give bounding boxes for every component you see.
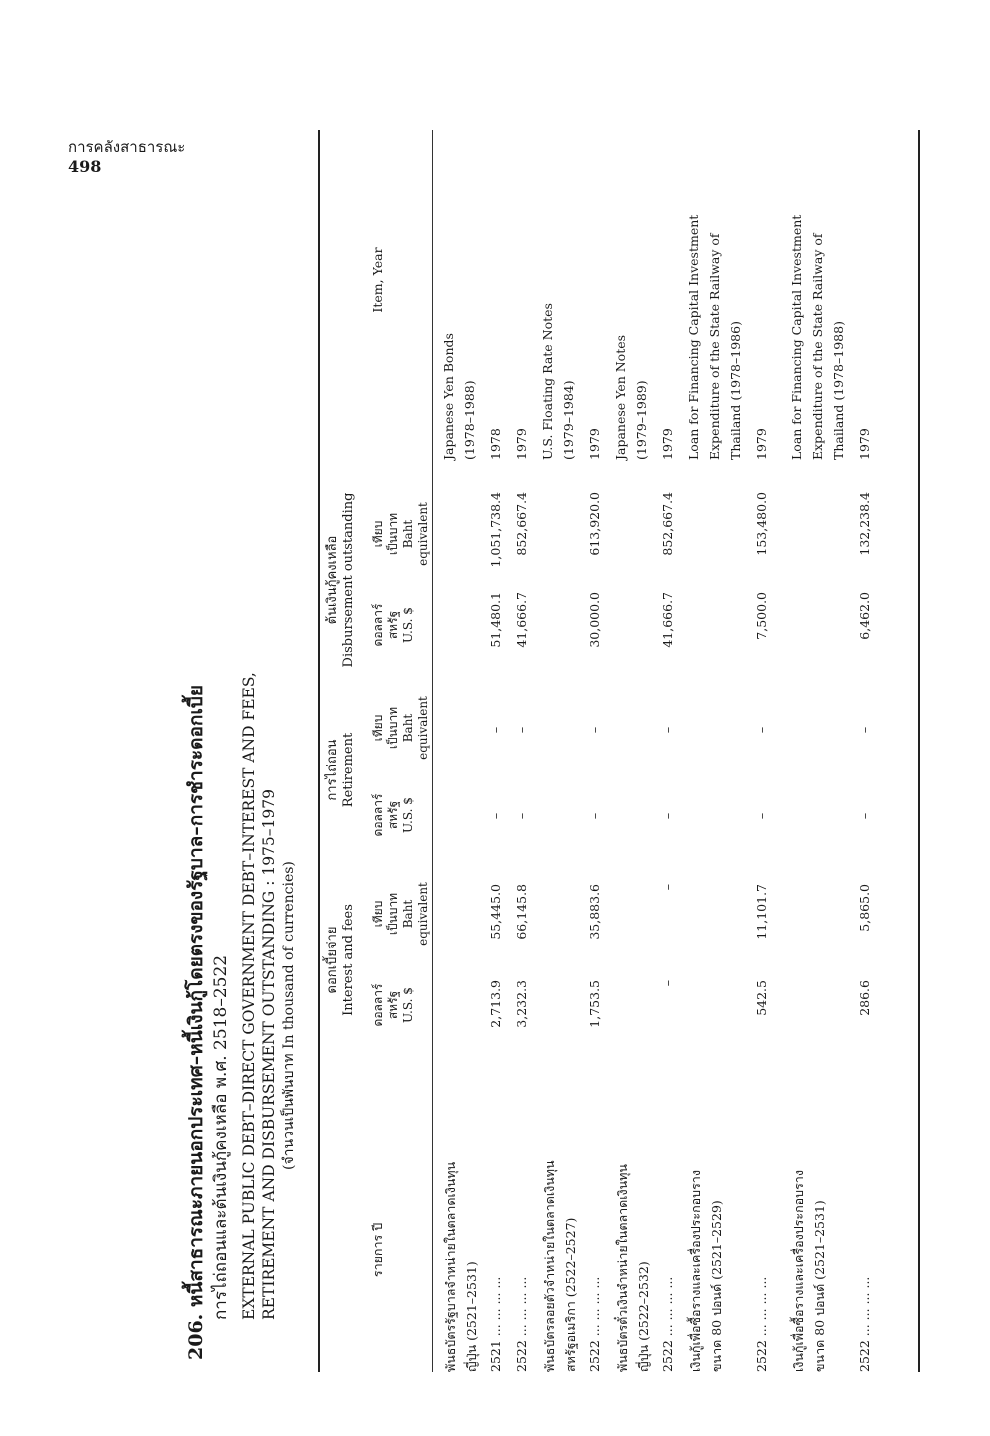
usd-th-2: สหรัฐ: [386, 800, 400, 830]
table-row: [789, 120, 811, 1380]
cell-interest-usd: 286.6: [857, 980, 872, 1016]
cell-outstanding-baht: 132,238.4: [857, 492, 872, 556]
subheader-baht-retirement: [371, 688, 431, 768]
usd-th-1: ดอลลาร์: [371, 983, 385, 1027]
table-row: [441, 120, 463, 1380]
cell-outstanding-usd: 41,666.7: [660, 592, 675, 648]
title-thai-line2: การไถ่ถอนและต้นเงินกู้คงเหลือ พ.ศ. 2518–2522: [211, 954, 231, 1320]
baht-en: Baht: [401, 899, 415, 929]
row-label-english: Thailand (1978–1986): [728, 321, 743, 460]
baht-th-2: เป็นบาท: [386, 706, 400, 750]
subheader-baht-outstanding: [371, 494, 431, 574]
row-label-thai: เงินกู้เพื่อซื้อรางและเครื่องประกอบราง: [688, 1170, 703, 1372]
cell-outstanding-usd: 6,462.0: [857, 592, 872, 640]
unit-note: (จำนวนเป็นพันบาท In thousand of currencies): [281, 861, 297, 1170]
baht-en: Baht: [401, 519, 415, 549]
baht-th-1: เทียบ: [371, 900, 385, 928]
cell-outstanding-usd: 30,000.0: [587, 592, 602, 648]
baht-en: Baht: [401, 713, 415, 743]
cell-interest-usd: 3,232.3: [514, 980, 529, 1028]
header-retirement-thai: การไถ่ถอน: [325, 739, 340, 801]
cell-retirement-usd: –: [514, 812, 529, 820]
row-label-english: Thailand (1978–1988): [831, 321, 846, 460]
header-retirement-english: Retirement: [341, 732, 356, 808]
row-label-thai: สหรัฐอเมริกา (2522–2527): [563, 1217, 578, 1372]
table-row: [810, 120, 832, 1380]
header-interest-thai: ดอกเบี้ยจ่าย: [325, 926, 340, 994]
cell-retirement-baht: –: [488, 726, 503, 734]
header-interest-english: Interest and fees: [341, 904, 356, 1016]
row-label-english: Japanese Yen Bonds: [441, 333, 456, 460]
cell-retirement-usd: –: [488, 812, 503, 820]
row-label-english: Japanese Yen Notes: [613, 334, 628, 460]
cell-retirement-usd: –: [587, 812, 602, 820]
cell-outstanding-usd: 7,500.0: [754, 592, 769, 640]
subheader-usd-outstanding: [371, 590, 416, 660]
row-label-english: U.S. Floating Rate Notes: [540, 303, 555, 460]
baht-th-2: เป็นบาท: [386, 512, 400, 556]
cell-retirement-baht: –: [660, 726, 675, 734]
table-row: [707, 120, 729, 1380]
row-label-thai: 2521 ... ... ... ...: [488, 1276, 503, 1372]
section-name: การคลังสาธารณะ: [68, 138, 186, 156]
cell-interest-baht: 35,883.6: [587, 884, 602, 940]
table-row: [857, 120, 879, 1380]
row-label-thai: ขนาด 80 ปอนด์ (2521–2529): [709, 1200, 724, 1372]
cell-outstanding-usd: 51,480.1: [488, 592, 503, 648]
cell-interest-usd: 542.5: [754, 980, 769, 1016]
usd-th-2: สหรัฐ: [386, 990, 400, 1020]
table-top-rule: [318, 130, 320, 1372]
header-item-thai: รายการ ปี: [370, 1222, 385, 1278]
cell-interest-usd: 1,753.5: [587, 980, 602, 1028]
row-label-thai: พันธบัตรรัฐบาลจำหน่ายในตลาดเงินทุน: [443, 1161, 458, 1372]
table-row: [587, 120, 609, 1380]
table-row: [488, 120, 510, 1380]
usd-th-1: ดอลลาร์: [371, 603, 385, 647]
rotated-table-page: [175, 120, 935, 1380]
table-bottom-rule: [918, 130, 920, 1372]
row-label-thai: ญี่ปุ่น (2521–2531): [464, 1261, 479, 1372]
header-outstanding-english: Disbursement outstanding: [341, 492, 356, 668]
row-label-english: (1979–1984): [561, 380, 576, 460]
table-row: [728, 120, 750, 1380]
row-label-thai: พันธบัตรลอยตัวจำหน่ายในตลาดเงินทุน: [542, 1160, 557, 1372]
title-english-line1: EXTERNAL PUBLIC DEBT–DIRECT GOVERNMENT DEBT–INTEREST AND FEES,: [240, 672, 258, 1320]
header-separator-rule: [432, 130, 433, 1372]
usd-en: U.S. $: [401, 607, 415, 643]
subheader-usd-retirement: [371, 780, 416, 850]
baht-en-2: equivalent: [416, 696, 430, 760]
cell-retirement-baht: –: [754, 726, 769, 734]
table-title: [183, 180, 299, 1360]
row-label-english: 1979: [514, 428, 529, 460]
header-outstanding-thai: ต้นเงินกู้คงเหลือ: [325, 535, 340, 625]
cell-interest-usd: –: [660, 980, 675, 987]
usd-th-1: ดอลลาร์: [371, 793, 385, 837]
row-label-thai: 2522 ... ... ... ...: [587, 1276, 602, 1372]
row-label-english: Loan for Financing Capital Investment: [686, 214, 701, 460]
cell-retirement-baht: –: [587, 726, 602, 734]
page-header: [68, 138, 185, 176]
usd-en: U.S. $: [401, 797, 415, 833]
table-row: [634, 120, 656, 1380]
cell-interest-baht: 55,445.0: [488, 884, 503, 940]
page-number: 498: [68, 157, 102, 176]
row-label-english: (1979–1989): [634, 380, 649, 460]
table-row: [660, 120, 682, 1380]
cell-outstanding-baht: 613,920.0: [587, 492, 602, 556]
row-label-thai: 2522 ... ... ... ...: [514, 1276, 529, 1372]
usd-th-2: สหรัฐ: [386, 610, 400, 640]
cell-interest-baht: –: [660, 884, 675, 891]
row-label-english: Loan for Financing Capital Investment: [789, 214, 804, 460]
cell-retirement-usd: –: [754, 812, 769, 820]
row-label-english: 1978: [488, 428, 503, 460]
baht-th-1: เทียบ: [371, 520, 385, 548]
cell-interest-baht: 66,145.8: [514, 884, 529, 940]
title-english-line2: RETIREMENT AND DISBURSEMENT OUTSTANDING : 1975–1979: [260, 789, 278, 1320]
row-label-english: 1979: [857, 428, 872, 460]
row-label-english: 1979: [660, 428, 675, 460]
row-label-english: 1979: [587, 428, 602, 460]
row-label-english: Expenditure of the State Railway of: [707, 233, 722, 460]
row-label-thai: ญี่ปุ่น (2522–2532): [636, 1261, 651, 1372]
row-label-english: Expenditure of the State Railway of: [810, 233, 825, 460]
table-row: [754, 120, 776, 1380]
table-row: [686, 120, 708, 1380]
subheader-usd-interest: [371, 970, 416, 1040]
cell-retirement-usd: –: [660, 812, 675, 820]
baht-en-2: equivalent: [416, 882, 430, 946]
cell-retirement-baht: –: [514, 726, 529, 734]
cell-outstanding-baht: 153,480.0: [754, 492, 769, 556]
row-label-english: (1978–1988): [462, 380, 477, 460]
table-row: [613, 120, 635, 1380]
header-item-english: Item, Year: [370, 247, 385, 313]
table-row: [561, 120, 583, 1380]
table-row: [831, 120, 853, 1380]
row-label-thai: ขนาด 80 ปอนด์ (2521–2531): [812, 1200, 827, 1372]
table-row: [514, 120, 536, 1380]
row-label-thai: 2522 ... ... ... ...: [754, 1276, 769, 1372]
table-row: [462, 120, 484, 1380]
baht-en-2: equivalent: [416, 502, 430, 566]
baht-th-1: เทียบ: [371, 714, 385, 742]
cell-retirement-baht: –: [857, 726, 872, 734]
cell-interest-baht: 11,101.7: [754, 884, 769, 940]
cell-interest-usd: 2,713.9: [488, 980, 503, 1028]
cell-outstanding-baht: 852,667.4: [660, 492, 675, 556]
cell-retirement-usd: –: [857, 812, 872, 820]
cell-outstanding-baht: 1,051,738.4: [488, 492, 503, 568]
table-row: [540, 120, 562, 1380]
row-label-thai: พันธบัตรตั๋วเงินจำหน่ายในตลาดเงินทุน: [615, 1164, 630, 1372]
row-label-thai: 2522 ... ... ... ...: [660, 1276, 675, 1372]
cell-outstanding-baht: 852,667.4: [514, 492, 529, 556]
row-label-thai: 2522 ... ... ... ...: [857, 1276, 872, 1372]
cell-outstanding-usd: 41,666.7: [514, 592, 529, 648]
baht-th-2: เป็นบาท: [386, 892, 400, 936]
row-label-thai: เงินกู้เพื่อซื้อรางและเครื่องประกอบราง: [791, 1170, 806, 1372]
subheader-baht-interest: [371, 874, 431, 954]
row-label-english: 1979: [754, 428, 769, 460]
title-thai-line1: 206. หนี้สาธารณะภายนอกประเทศ–หนี้เงินกู้โดยตรงของรัฐบาล–การชำระดอกเบี้ย: [185, 684, 207, 1360]
usd-en: U.S. $: [401, 987, 415, 1023]
cell-interest-baht: 5,865.0: [857, 884, 872, 932]
